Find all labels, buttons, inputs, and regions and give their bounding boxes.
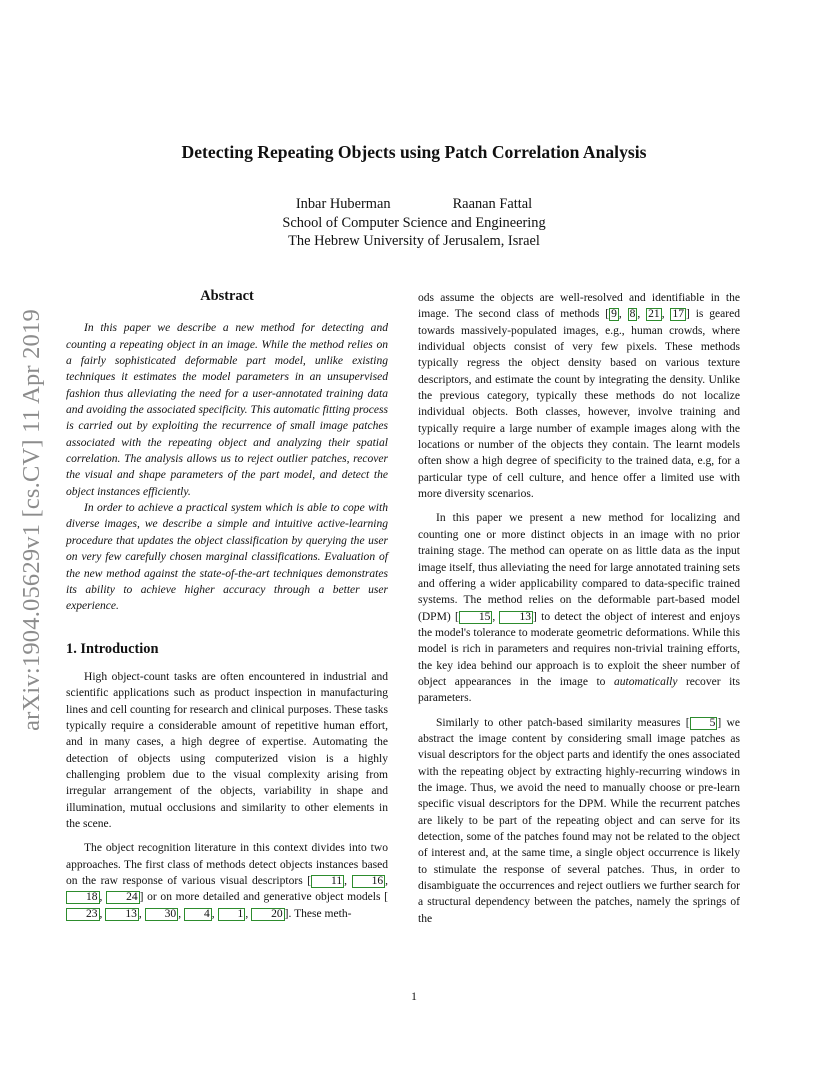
author-name: Inbar Huberman [295, 196, 391, 212]
citation-link[interactable]: 9 [611, 308, 617, 321]
body-text: ods assume the objects are well-resolved and identifiable in the image. The second class of methods [418, 292, 740, 321]
body-text: to detect the object of interest and enjoys the model's tolerance to moderate geometric deformations. While this model is rich in parameters and requires non-trivial training efforts, the key idea behind our approach is to exploit the sheer number of object appearances in the image to [418, 610, 740, 688]
body-text: is geared towards massively-populated images, e.g., human crowds, where individual objects consist of very few pixels. These methods typically regress the object density based on various texture descriptors, and estimate the count by integrating the density. Unlike the previous category, typically these methods do not localize individual objects. Both classes, however, involve training and typically require a large number of example images along with the locations or number of the objects they contain. The learnt models often show a high degree of specificity to the trained data, e.g, for a particular type of cell culture, and hence offer a limited use with more diversity scenarios. [418, 308, 741, 501]
author-block [0, 195, 828, 251]
section-heading-introduction: 1. Introduction [66, 640, 159, 657]
body-paragraph: The object recognition literature in this context divides into two approaches. The first class of methods detect objects instances based on the raw response of various visual descriptors [ 11 , 16 , 18 , 24 ] or on more detailed and generative object models [23 , 13 , 30 , 4 , 1 , 20 ]. These meth- [66, 842, 388, 920]
citation-link[interactable]: 20 [251, 908, 285, 921]
citation-link[interactable]: 23 [66, 908, 100, 921]
arxiv-stamp [14, 285, 50, 755]
citation-link[interactable]: 13 [499, 611, 533, 624]
body-text: The object recognition literature in this context divides into two approaches. The first class of methods detect objects instances based on the raw response of various visual descriptors [66, 842, 388, 887]
body-text: recover its parameters. [418, 675, 740, 705]
abstract-heading: Abstract [200, 288, 254, 304]
citation-link[interactable]: 17 [672, 308, 684, 321]
left-column [66, 288, 388, 922]
body-paragraph: ods assume the objects are well-resolved and identifiable in the image. The second class of methods [ 9 , 8 , 21 , 17 ] is geared towards massively-populated images, e.g., human crowds, where individual objects consist of very few pixels. These methods typically regress the object density based on various texture descriptors, and estimate the count by integrating the density. Unlike the previous category, typically these methods do not localize individual objects. Both classes, however, involve training and typically require a large number of example images along with the locations or number of the objects they contain. The learnt models often show a high degree of specificity to the trained data, e.g, for a particular type of cell culture, and hence offer a limited use with more diversity scenarios. [418, 292, 741, 501]
citation-link[interactable]: 30 [145, 908, 179, 921]
citation-link[interactable]: 8 [629, 308, 636, 321]
abstract-paragraph: In this paper we describe a new method for detecting and counting a repeating object in an image. While the method relies on a fairly sophisticated deformable part model, unlike existing techniques it estimates the model parameters in an unsupervised fashion thus alleviating the need for a user-annotated training data and avoiding the associated specificity. This automatic fitting process is carried out by exploiting the recurrence of small image patches associated with the repeating object and analyzing their spatial correlation. The analysis allows us to reject outlier patches, recover the visual and shape parameters of the part model, and detect the object instances efficiently. [66, 322, 388, 498]
citation-link[interactable]: 13 [105, 908, 139, 921]
body-text: Similarly to other patch-based similarity measures [436, 716, 686, 729]
body-paragraph: In this paper we present a new method for localizing and counting one or more distinct objects in an image with no prior training stage. The method can operate on as little data as the input image itself, thus alleviating the need for large annotated training sets and offering a wider applicability compared to data-specific trained systems. The method relies on the deformable part-based model (DPM) [ 15 , 13 ] to detect the object of interest and enjoys the model's tolerance to moderate geometric deformations. While this model is rich in parameters and requires non-trivial training efforts, the key idea behind our approach is to exploit the sheer number of object appearances in the image to automatically recover its parameters. [418, 512, 740, 705]
citation-link[interactable]: 16 [352, 875, 386, 888]
author-name: Raanan Fattal [452, 196, 533, 212]
affiliation-university: The Hebrew University of Jerusalem, Israel [288, 233, 540, 249]
abstract-paragraph: In order to achieve a practical system which is able to cope with diverse images, we describe a simple and intuitive active-learning procedure that updates the object classification by querying the user on very few carefully chosen marginal classifications. Evaluation of the new method against the state-of-the-art techniques demonstrates its ability to achieve higher accuracy through a better user experience. [66, 502, 388, 613]
citation-link[interactable]: 21 [648, 308, 660, 321]
body-paragraph: Similarly to other patch-based similarity measures [ 5 ] we abstract the image content by considering small image patches as visual descriptors for the object parts and identify the ones associated with the repeating object by extracting highly-recurring windows in the image. Thus, we avoid the need to manually choose or pre-learn specific visual descriptors for the DPM. While the recurrent patches are likely to be part of the repeating object and can serve for its detection, some of the patches found may not be related to the object of interest and, at the same time, a single object occurrence is likely to stimulate the response of several patches. Thus, in order to disambiguate the occurrences and reject outliers we further search for a structural dependency between the patches, namely the springs of the [418, 716, 740, 925]
body-text: or on more detailed and generative object models [143, 891, 385, 904]
citation-link[interactable]: 4 [184, 908, 212, 921]
arxiv-stamp-text: arXiv:1904.05629v1 [cs.CV] 11 Apr 2019 [18, 309, 46, 731]
citation-link[interactable]: 1 [218, 908, 246, 921]
paper-title: Detecting Repeating Objects using Patch Correlation Analysis [181, 142, 647, 162]
page-number: 1 [411, 991, 417, 1003]
body-text: we abstract the image content by considering small image patches as visual descriptors for the object parts and identify the ones associated with the repeating object by extracting highly-recurring windows in the image. Thus, we avoid the need to manually choose or pre-learn specific visual descriptors for the DPM. While the recurrent patches are likely to be part of the repeating object and can serve for its detection, some of the patches found may not be related to the object of interest and, at the same time, a single object occurrence is likely to stimulate the response of several patches. Thus, in order to disambiguate the occurrences and reject outliers we further search for a structural dependency between the patches, namely the springs of the [418, 716, 740, 925]
citation-link[interactable]: 24 [106, 891, 140, 904]
right-column [418, 290, 740, 927]
citation-link[interactable]: 15 [459, 611, 493, 624]
emphasis-text: automatically [613, 675, 678, 688]
citation-link[interactable]: 11 [311, 875, 344, 888]
citation-link[interactable]: 5 [690, 717, 718, 730]
body-text: In this paper we present a new method for localizing and counting one or more distinct objects in an image with no prior training stage. The method can operate on as little data as the input image itself, thus alleviating the need for large annotated training sets and offering a wider applicability compared to data-specific trained systems. The method relies on the deformable part-based model (DPM) [418, 512, 740, 623]
citation-link[interactable]: 18 [66, 891, 100, 904]
body-paragraph: High object-count tasks are often encountered in industrial and scientific applications such as product inspection in manufacturing lines and cell counting for research and clinical purposes. These tasks typically require a considerable amount of repetitive human effort, and in many cases, a high degree of expertise. Automating the detection of objects using computerized vision is a highly challenging problem due to the visual complexity arising from irregular arrangement of the objects, variability in shape and illumination, mutual occlusions and similarity to other elements in the scene. [66, 670, 388, 830]
author-names [0, 195, 828, 214]
affiliation-school: School of Computer Science and Engineering [282, 214, 546, 231]
body-text: . These meth- [288, 907, 352, 920]
